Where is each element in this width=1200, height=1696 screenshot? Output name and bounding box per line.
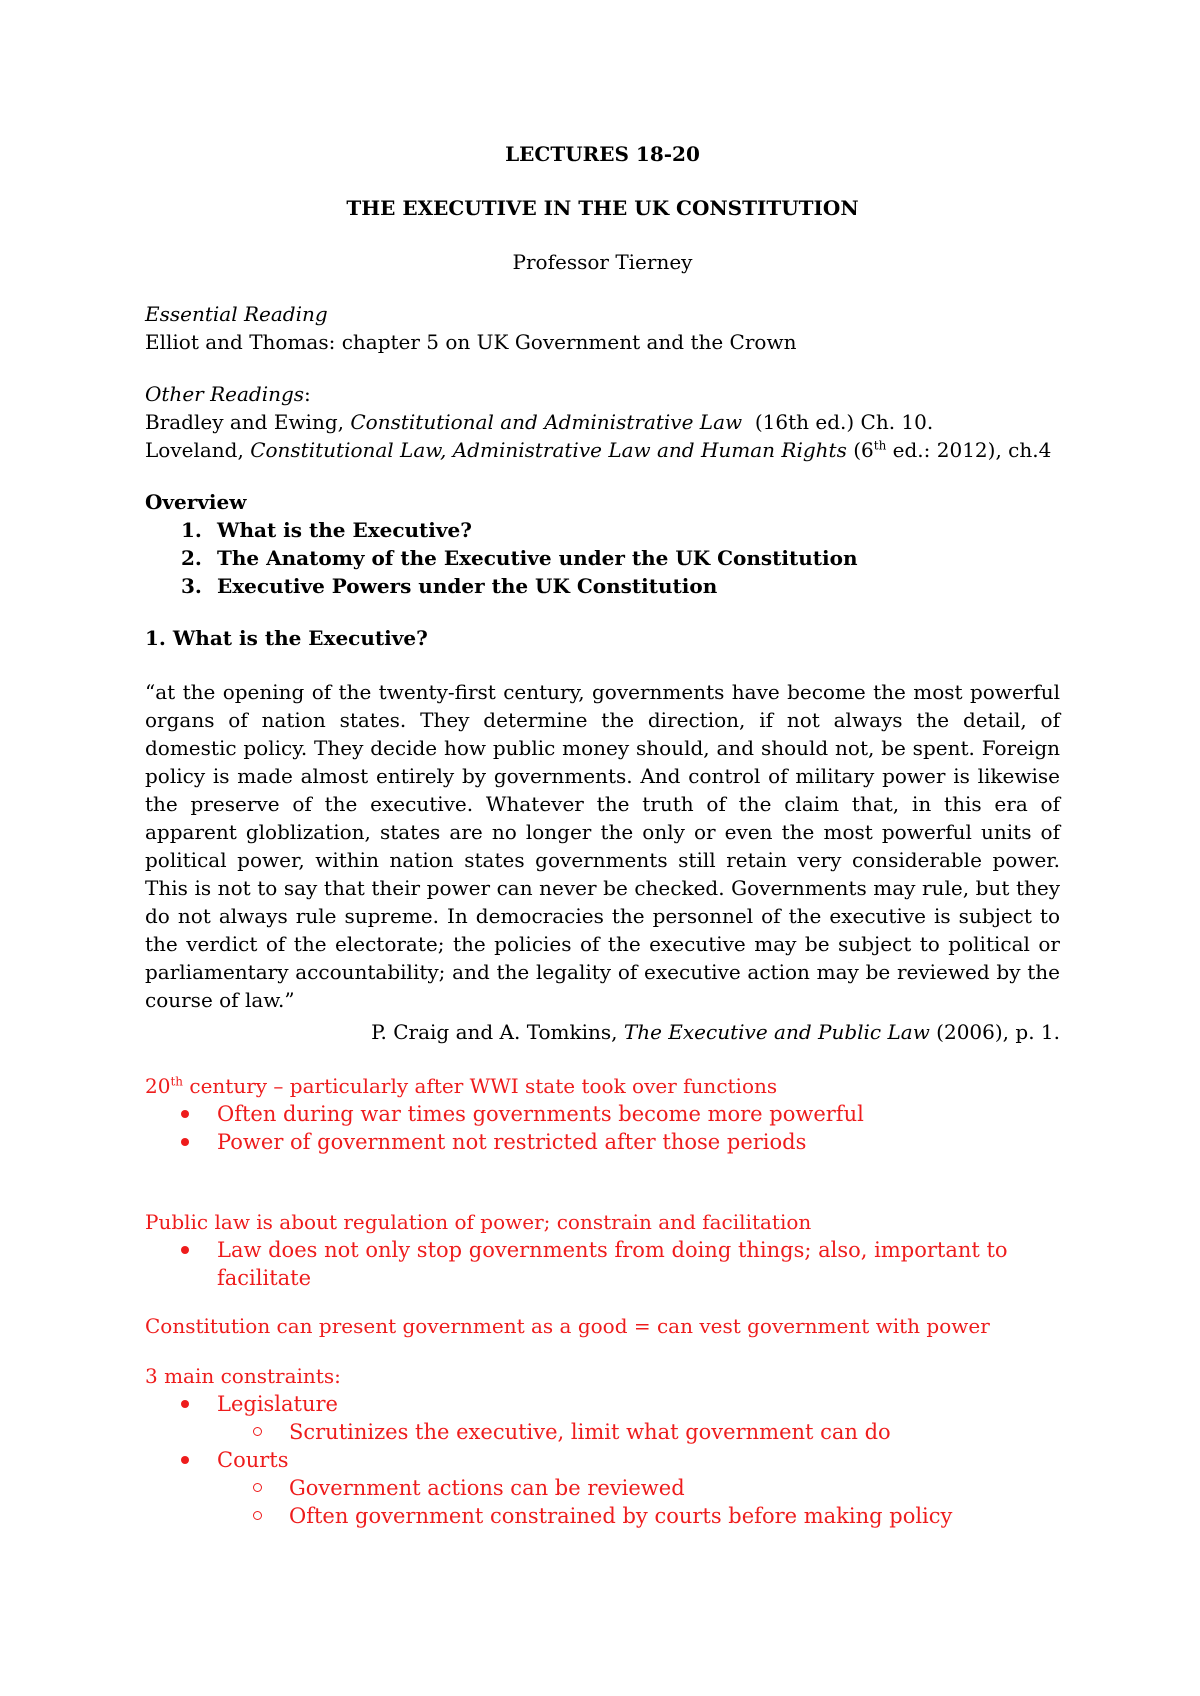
essential-reading-text: Elliot and Thomas: chapter 5 on UK Government and the Crown [145,330,797,354]
overview-section [145,488,1060,600]
overview-heading: Overview [145,490,247,514]
bullet-icon [181,1456,189,1464]
note-public-law: Public law is about regulation of power; constrain and facilitation [145,1210,812,1234]
reading-bradley: Bradley and Ewing, Constitutional and Administrative Law (16th ed.) Ch. 10. [145,410,934,434]
document-page [145,140,1060,1530]
note-century: 20th century – particularly after WWI state took over functions [145,1074,778,1098]
section-heading: 1. What is the Executive? [145,626,428,650]
note-constraints: 3 main constraints: [145,1364,341,1388]
list-item: Courts [145,1446,1060,1474]
list-item: Law does not only stop governments from doing things; also, important to facilitate [145,1236,1060,1292]
constraints-list [145,1390,1060,1418]
essential-reading [145,300,1060,356]
circle-bullet-icon [253,1427,262,1436]
note-constitution: Constitution can present government as a good = can vest government with power [145,1314,990,1338]
public-law-bullets [145,1236,1060,1292]
bullet-icon [181,1138,189,1146]
reading-loveland: Loveland, Constitutional Law, Administrative Law and Human Rights (6th ed.: 2012), ch.4 [145,438,1052,462]
quote-attribution: P. Craig and A. Tomkins, The Executive and Public Law (2006), p. 1. [371,1020,1060,1044]
essential-reading-label: Essential Reading [145,302,328,326]
list-item: Often during war times governments become more powerful [145,1100,1060,1128]
overview-list [145,516,1060,600]
bullet-icon [181,1110,189,1118]
list-item: 3. Executive Powers under the UK Constitution [181,574,718,598]
bullet-icon [181,1246,189,1254]
century-bullets [145,1100,1060,1156]
other-readings [145,380,1060,464]
other-readings-label: Other Readings: [145,382,311,406]
list-item: 2. The Anatomy of the Executive under the UK Constitution [181,546,858,570]
list-item: Often government constrained by courts before making policy [145,1502,1060,1530]
constraints-list-courts [145,1446,1060,1474]
list-item: Government actions can be reviewed [145,1474,1060,1502]
list-item: Scrutinizes the executive, limit what government can do [145,1418,1060,1446]
courts-sublist [145,1474,1060,1530]
lectures-heading: LECTURES 18-20 [505,142,700,166]
list-item: Legislature [145,1390,1060,1418]
author-line: Professor Tierney [512,250,693,274]
circle-bullet-icon [253,1483,262,1492]
craig-tomkins-quote: “at the opening of the twenty-first century, governments have become the most powerful organs of nation states. They determine the direction, if not always the detail, of domestic policy. They decide how public money should, and should not, be spent. Foreign policy is made almost entirely by governments. And control of military power is likewise the preserve of the executive. Whatever the truth of the claim that, in this era of apparent globlization, states are no longer the only or even the most powerful units of political power, within nation states governments still retain very considerable power. This is not to say that their power can never be checked. Governments may rule, but they do not always rule supreme. In democracies the personnel of the executive is subject to the verdict of the electorate; the policies of the executive may be subject to political or parliamentary accountability; and the legality of executive action may be reviewed by the course of law.” [145,680,1060,1012]
bullet-icon [181,1400,189,1408]
circle-bullet-icon [253,1511,262,1520]
legislature-sublist [145,1418,1060,1446]
document-title: THE EXECUTIVE IN THE UK CONSTITUTION [346,196,859,220]
list-item: 1. What is the Executive? [181,518,472,542]
list-item: Power of government not restricted after those periods [145,1128,1060,1156]
